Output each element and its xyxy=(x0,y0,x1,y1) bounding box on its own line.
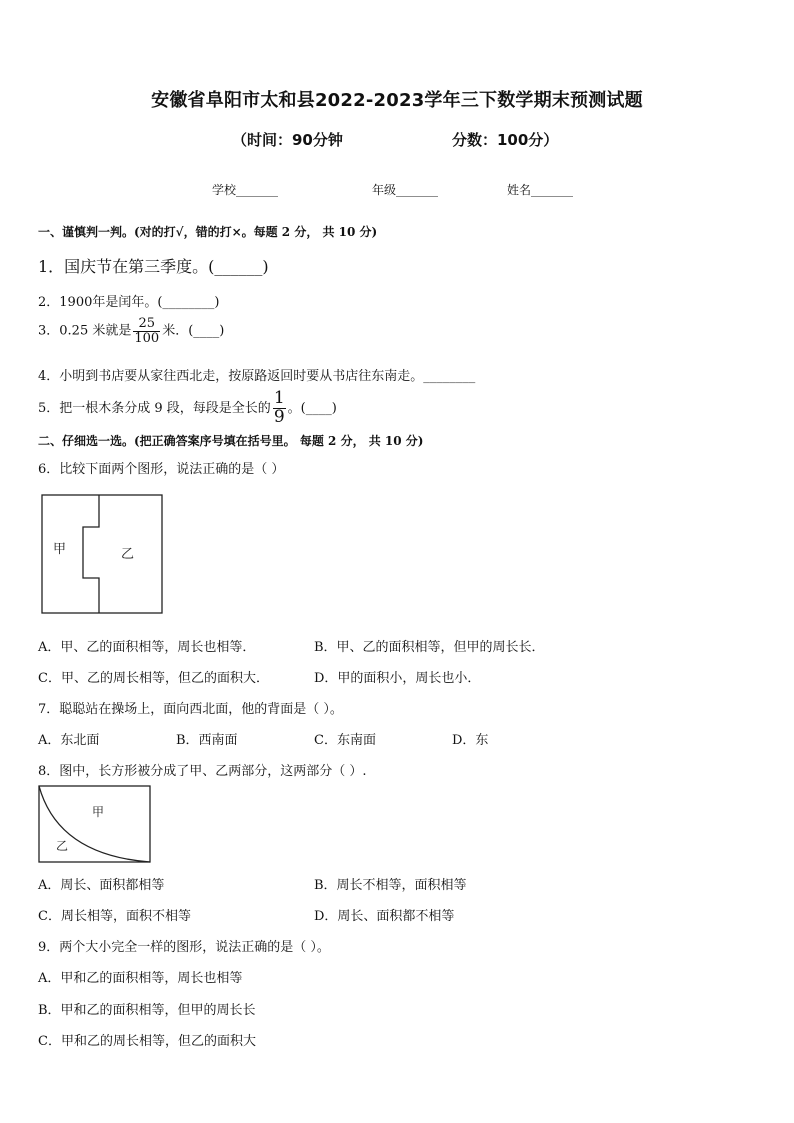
question-6: 6．比较下面两个图形，说法正确的是（ ） xyxy=(38,462,285,477)
exam-time: （时间：90分钟 xyxy=(232,131,343,149)
question-2: 2．1900年是闰年。(________) xyxy=(38,295,220,310)
fraction-numerator: 1 xyxy=(273,388,285,408)
option-8a[interactable]: A．周长、面积都相等 xyxy=(38,878,165,893)
option-7b[interactable]: B．西南面 xyxy=(176,733,238,748)
question-7: 7．聪聪站在操场上，面向西北面，他的背面是（ ）。 xyxy=(38,702,343,717)
fraction-25-100 xyxy=(133,317,160,345)
label-yi: 乙 xyxy=(121,547,135,562)
section-1-title: 一、谨慎判一判。(对的打√，错的打×。每题 2 分， 共 10 分) xyxy=(38,225,378,239)
label-yi: 乙 xyxy=(56,839,69,853)
fraction-denominator: 9 xyxy=(273,406,285,427)
label-jia: 甲 xyxy=(92,805,105,819)
question-1: 1．国庆节在第三季度。(______) xyxy=(38,257,269,276)
option-6c[interactable]: C．甲、乙的周长相等，但乙的面积大． xyxy=(38,671,269,686)
question-3-tail: 米．(____) xyxy=(162,323,225,339)
fraction-1-9 xyxy=(273,390,286,427)
question-5-text: 5．把一根木条分成 9 段，每段是全长的 xyxy=(38,400,271,416)
question-9: 9．两个大小完全一样的图形，说法正确的是（ ）。 xyxy=(38,940,330,955)
figure-divider-line xyxy=(83,495,99,613)
option-9b[interactable]: B．甲和乙的面积相等，但甲的周长长 xyxy=(38,1003,256,1018)
question-5 xyxy=(38,390,337,427)
fraction-denominator: 100 xyxy=(134,330,160,346)
option-9c[interactable]: C．甲和乙的周长相等，但乙的面积大 xyxy=(38,1034,256,1049)
figure-rectangle-curve xyxy=(38,785,151,864)
option-8d[interactable]: D．周长、面积都不相等 xyxy=(314,909,455,924)
question-3-text: 3．0.25 米就是 xyxy=(38,323,132,339)
exam-score: 分数：100分） xyxy=(452,131,559,149)
option-8c[interactable]: C．周长相等，面积不相等 xyxy=(38,909,191,924)
label-jia: 甲 xyxy=(53,542,67,557)
figure-jia-yi-shapes xyxy=(41,494,163,615)
question-3 xyxy=(38,317,224,345)
page-title: 安徽省阜阳市太和县2022-2023学年三下数学期末预测试题 xyxy=(151,90,643,111)
option-6d[interactable]: D．甲的面积小，周长也小． xyxy=(314,671,481,686)
option-7a[interactable]: A．东北面 xyxy=(38,733,100,748)
option-6a[interactable]: A．甲、乙的面积相等，周长也相等． xyxy=(38,640,256,655)
option-9a[interactable]: A．甲和乙的面积相等，周长也相等 xyxy=(38,971,243,986)
option-7c[interactable]: C．东南面 xyxy=(314,733,376,748)
option-6b[interactable]: B．甲、乙的面积相等，但甲的周长长． xyxy=(314,640,545,655)
school-field[interactable]: 学校_______ xyxy=(212,183,279,197)
option-8b[interactable]: B．周长不相等，面积相等 xyxy=(314,878,467,893)
section-2-title: 二、仔细选一选。(把正确答案序号填在括号里。 每题 2 分， 共 10 分) xyxy=(38,434,424,448)
question-5-tail: 。(____) xyxy=(287,400,337,416)
question-8: 8．图中，长方形被分成了甲、乙两部分，这两部分（ ）. xyxy=(38,764,367,779)
grade-field[interactable]: 年级_______ xyxy=(372,183,439,197)
fraction-numerator: 25 xyxy=(133,317,160,332)
option-7d[interactable]: D．东 xyxy=(452,733,489,748)
question-4: 4．小明到书店要从家往西北走，按原路返回时要从书店往东南走。________ xyxy=(38,369,476,384)
name-field[interactable]: 姓名_______ xyxy=(507,183,574,197)
